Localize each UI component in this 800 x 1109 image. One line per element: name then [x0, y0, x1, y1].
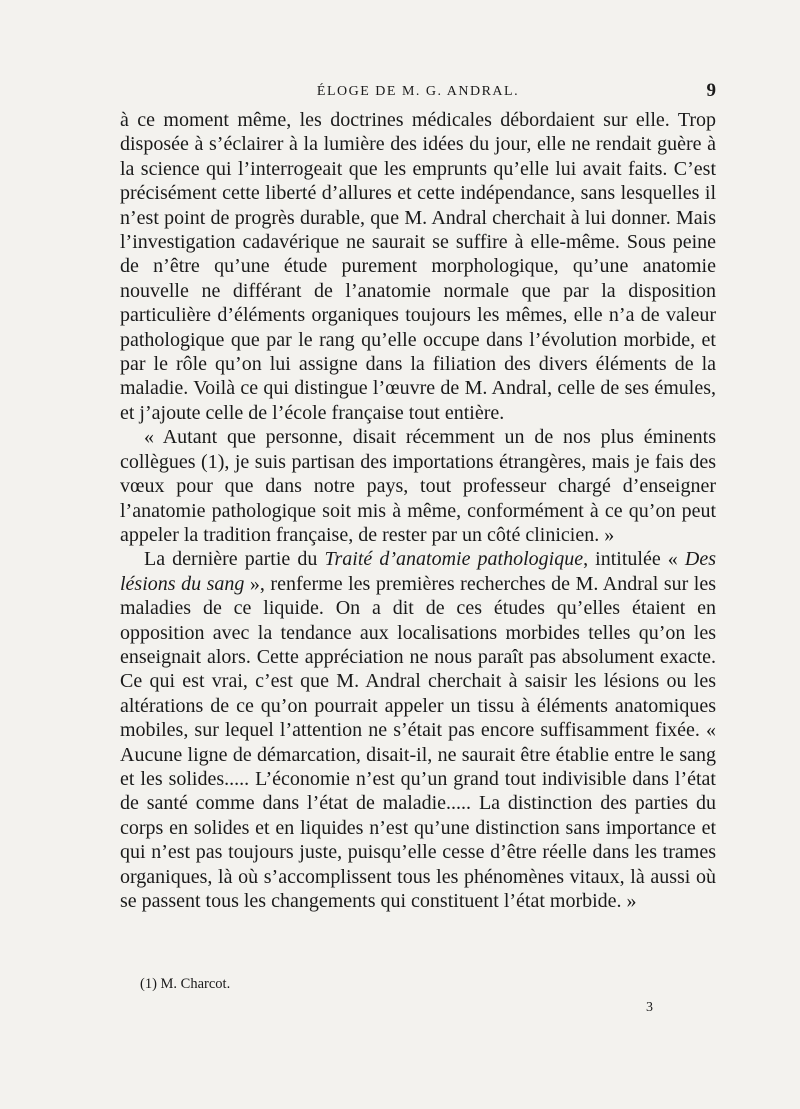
- page-number: 9: [706, 80, 716, 101]
- paragraph-3-rest: », renferme les premières recherches de M. Andral sur les maladies de ce liquide. On a dit de ces études qu’elles étaient en opposition avec la tendance aux localisations morbides telles qu’on les enseignait alors. Cette appréciation ne nous paraît pas absolument exacte. Ce qui est vrai, c’est que M. Andral cherchait à saisir les lésions ou les altérations de ce qu’on pourrait appeler un tissu à éléments anatomiques mobiles, sur lequel l’attention ne s’était pas encore suffisamment fixée. « Aucune ligne de démarcation, disait-il, ne saurait être établie entre le sang et les solides..... L’économie n’est qu’un grand tout indivisible dans l’état de santé comme dans l’état de maladie..... La distinction des parties du corps en solides et en liquides n’est qu’une distinction sans importance et qui n’est pas toujours juste, puisqu’elle cesse d’être réelle dans les trames organiques, là où s’accomplissent tous les phénomènes vitaux, là aussi où se passent tous les changements qui constituent l’état morbide. »: [120, 572, 716, 912]
- paragraph-3-middle: , intitulée «: [583, 548, 685, 571]
- book-title: Traité d’anatomie pathologique: [324, 548, 584, 571]
- chapter-title: Des lésions du sang: [120, 548, 716, 595]
- signature-mark: 3: [646, 1000, 653, 1015]
- body-text: [120, 108, 716, 913]
- paragraph-3-start: La dernière partie du: [144, 548, 325, 571]
- paragraph-3: [120, 547, 716, 913]
- page-header: [120, 82, 716, 106]
- footnote: (1) M. Charcot.: [140, 976, 231, 992]
- paragraph-1: à ce moment même, les doctrines médicales débordaient sur elle. Trop disposée à s’éclairer à la lumière des idées du jour, elle ne rendait guère à la science qui l’interrogeait que les emprunts qu’elle lui avait faits. C’est précisément cette liberté d’allures et cette indépendance, sans lesquelles il n’est point de progrès durable, que M. Andral cherchait à lui donner. Mais l’investigation cadavérique ne saurait se suffire à elle-même. Sous peine de n’être qu’une étude purement morphologique, qu’une anatomie nouvelle ne différant de l’anatomie normale que par la disposition particulière d’éléments organiques toujours les mêmes, elle n’a de valeur pathologique que par le rang qu’elle occupe dans l’évolution morbide, et par le rôle qu’on lui assigne dans la filiation des divers éléments de la maladie. Voilà ce qui distingue l’œuvre de M. Andral, celle de ses émules, et j’ajoute celle de l’école française tout entière.: [120, 109, 716, 424]
- paragraph-2: « Autant que personne, disait récemment un de nos plus éminents collègues (1), je suis partisan des importations étrangères, mais je fais des vœux pour que dans notre pays, tout professeur chargé d’enseigner l’anatomie pathologique soit mis à même, conformément à ce qu’on peut appeler la tradition française, de rester par un côté clinicien. »: [120, 426, 716, 546]
- running-title: ÉLOGE DE M. G. ANDRAL.: [316, 84, 520, 99]
